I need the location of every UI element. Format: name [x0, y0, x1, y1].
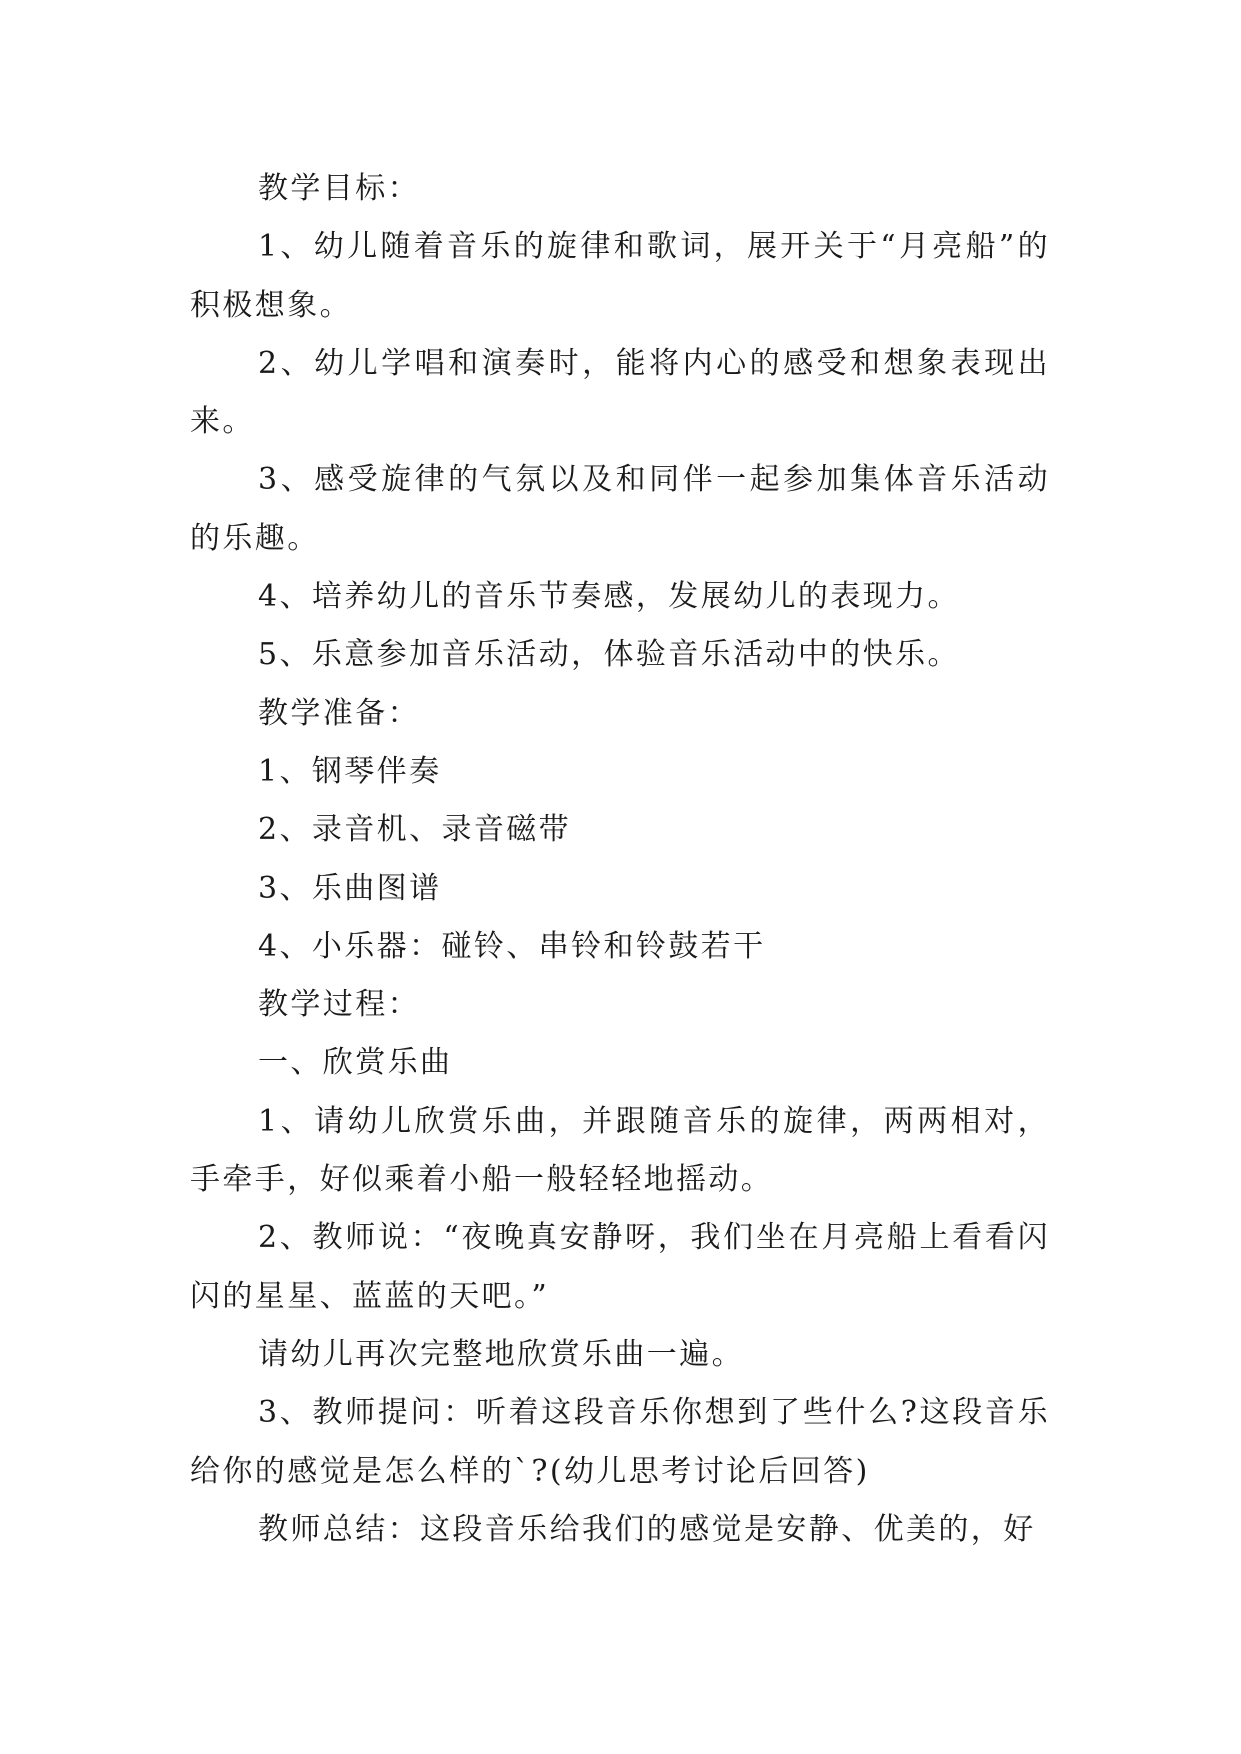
heading-teaching-process: 教学过程： [258, 987, 420, 1023]
process-step-2: 2、教师说：“夜晚真安静呀，我们坐在月亮船上看看闪闪的星星、蓝蓝的天吧。” [190, 1220, 1050, 1314]
process-step-3: 3、教师提问：听着这段音乐你想到了些什么?这段音乐给你的感觉是怎么样的`?(幼儿思考讨论后回答) [190, 1395, 1050, 1489]
process-note: 请幼儿再次完整地欣赏乐曲一遍。 [258, 1336, 744, 1372]
process-section-1-title: 一、欣赏乐曲 [258, 1045, 453, 1081]
prep-item-1: 1、钢琴伴奏 [258, 753, 442, 789]
process-step-1: 1、请幼儿欣赏乐曲，并跟随音乐的旋律，两两相对，手牵手，好似乘着小船一般轻轻地摇动。 [190, 1103, 1050, 1198]
prep-item-4: 4、小乐器：碰铃、串铃和铃鼓若干 [258, 928, 766, 964]
heading-teaching-goals: 教学目标： [258, 171, 420, 206]
prep-item-2: 2、录音机、录音磁带 [258, 812, 572, 848]
teacher-summary: 教师总结：这段音乐给我们的感觉是安静、优美的，好 [258, 1511, 1036, 1547]
goal-item-5: 5、乐意参加音乐活动，体验音乐活动中的快乐。 [258, 637, 960, 673]
goal-item-3: 3、感受旋律的气氛以及和同伴一起参加集体音乐活动的乐趣。 [190, 462, 1050, 556]
goal-item-2: 2、幼儿学唱和演奏时，能将内心的感受和想象表现出来。 [190, 345, 1050, 440]
goal-item-4: 4、培养幼儿的音乐节奏感，发展幼儿的表现力。 [258, 579, 960, 615]
prep-item-3: 3、乐曲图谱 [258, 870, 442, 906]
heading-teaching-preparation: 教学准备： [258, 695, 420, 731]
document-body [190, 160, 1050, 1559]
goal-item-1: 1、幼儿随着音乐的旋律和歌词，展开关于“月亮船”的积极想象。 [190, 229, 1050, 323]
